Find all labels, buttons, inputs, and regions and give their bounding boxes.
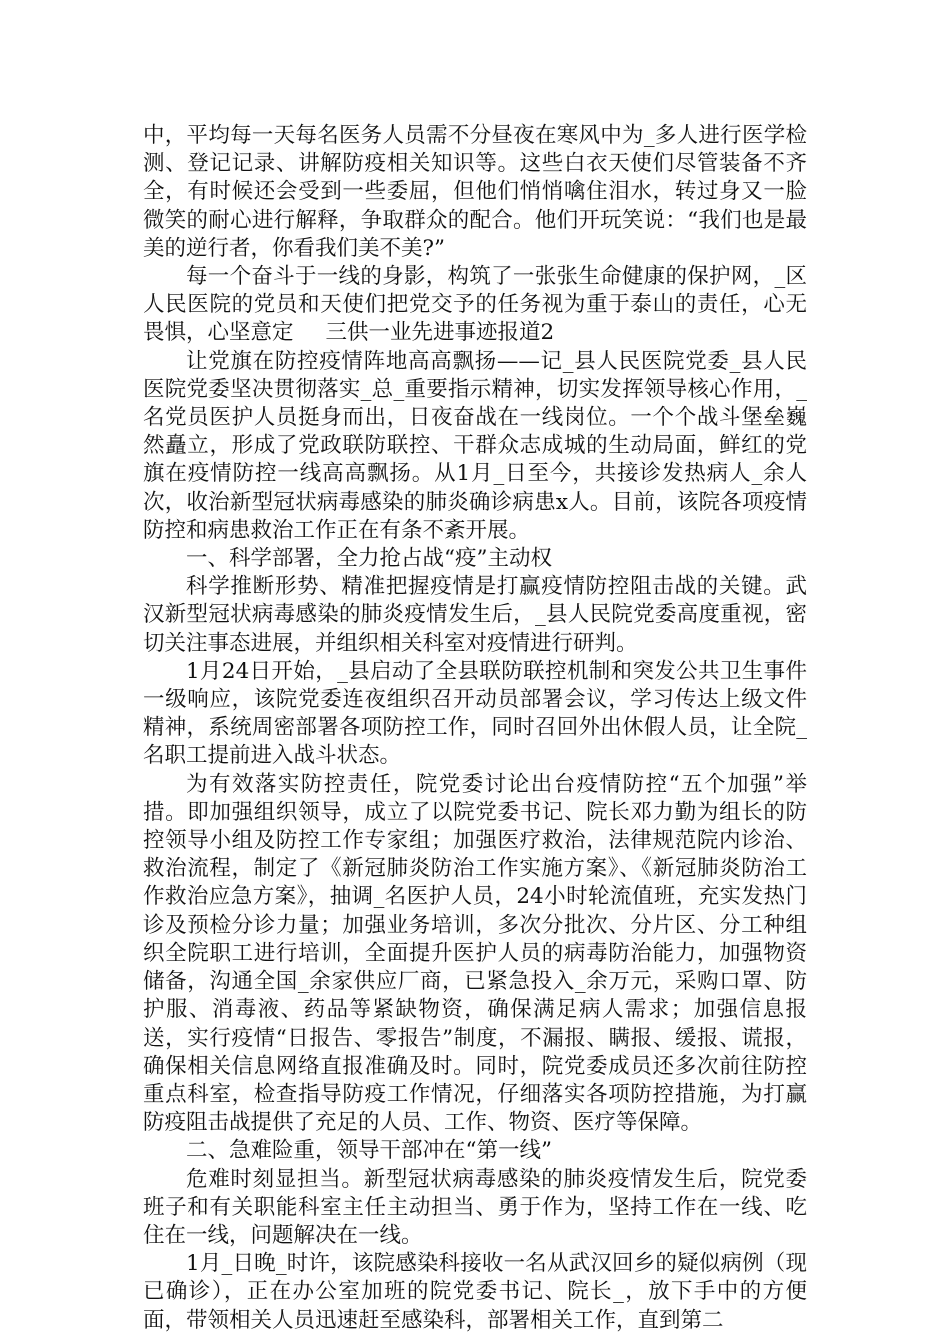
paragraph-3: 让党旗在防控疫情阵地高高飘扬——记_县人民医院党委_县人民医院党委坚决贯彻落实_总_重要指示精神，切实发挥领导核心作用，_名党员医护人员挺身而出，日夜奋战在一线岗位。一个个战斗堡垒巍然矗立，形成了党政联防联控、干群众志成城的生动局面，鲜红的党旗在疫情防控一线高高飘扬。从1月_日至今，共接诊发热病人_余人次，收治新型冠状病毒感染的肺炎确诊病患x人。目前，该院各项疫情防控和病患救治工作正在有条不紊开展。 <box>143 348 807 543</box>
paragraph-4: 科学推断形势、精准把握疫情是打赢疫情防控阻击战的关键。武汉新型冠状病毒感染的肺炎疫情发生后，_县人民院党委高度重视，密切关注事态进展，并组织相关科室对疫情进行研判。 <box>143 574 807 656</box>
paragraph-1: 中，平均每一天每名医务人员需不分昼夜在寒风中为_多人进行医学检测、登记记录、讲解防疫相关知识等。这些白衣天使们尽管装备不齐全，有时候还会受到一些委屈，但他们悄悄噙住泪水，转过身又一脸微笑的耐心进行解释，争取群众的配合。他们开玩笑说：“我们也是最美的逆行者，你看我们美不美?” <box>143 123 807 261</box>
paragraph-6: 为有效落实防控责任，院党委讨论出台疫情防控“五个加强”举措。即加强组织领导，成立了以院党委书记、院长邓力勤为组长的防控领导小组及防控工作专家组；加强医疗救治，法律规范院内诊治、救治流程，制定了《新冠肺炎防治工作实施方案》、《新冠肺炎防治工作救治应急方案》，抽调_名医护人员，24小时轮流值班，充实发热门诊及预检分诊力量；加强业务培训，多次分批次、分片区、分工种组织全院职工进行培训，全面提升医护人员的病毒防治能力，加强物资储备，沟通全国_余家供应厂商，已紧急投入_余万元，采购口罩、防护服、消毒液、药品等紧缺物资，确保满足病人需求；加强信息报送，实行疫情“日报告、零报告”制度，不漏报、瞒报、缓报、谎报，确保相关信息网络直报准确及时。同时，院党委成员还多次前往防控重点科室，检查指导防疫工作情况，仔细落实各项防控措施，为打赢防疫阻击战提供了充足的人员、工作、物资、医疗等保障。 <box>143 771 807 1136</box>
document-page <box>143 122 807 1335</box>
paragraph-8: 1月_日晚_时许，该院感染科接收一名从武汉回乡的疑似病例（现已确诊），正在办公室加班的院党委书记、院长_，放下手中的方便面，带领相关人员迅速赶至感染科，部署相关工作，直到第二 <box>143 1251 807 1333</box>
paragraph-2-text: 每一个奋斗于一线的身影，构筑了一张张生命健康的保护网，_区人民医院的党员和天使们把党交予的任务视为重于泰山的责任，心无畏惧，心坚意定 <box>143 264 807 346</box>
report-title: 三供一业先进事迹报道2 <box>325 320 555 346</box>
paragraph-7: 危难时刻显担当。新型冠状病毒感染的肺炎疫情发生后，院党委班子和有关职能科室主任主动担当、勇于作为，坚持工作在一线、吃住在一线，问题解决在一线。 <box>143 1166 807 1248</box>
paragraph-5: 1月24日开始，_县启动了全县联防联控机制和突发公共卫生事件一级响应，该院党委连夜组织召开动员部署会议，学习传达上级文件精神，系统周密部署各项防控工作，同时召回外出休假人员，让全院_名职工提前进入战斗状态。 <box>143 658 807 769</box>
section-heading-2: 二、急难险重，领导干部冲在“第一线” <box>186 1138 552 1164</box>
section-heading-1: 一、科学部署，全力抢占战“疫”主动权 <box>186 546 552 572</box>
paragraph-2 <box>143 263 807 348</box>
